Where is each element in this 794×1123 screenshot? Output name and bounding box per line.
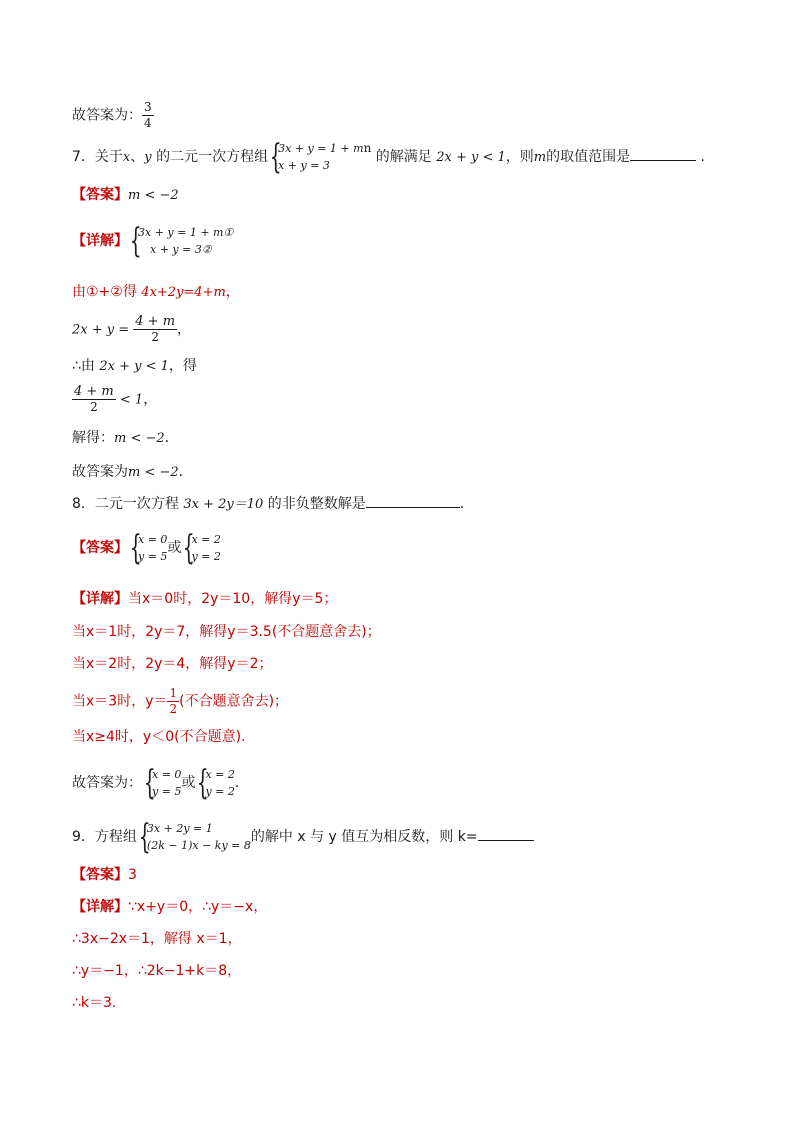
step-6 xyxy=(72,462,193,483)
equation: 2x + y = xyxy=(72,322,134,338)
answer-9 xyxy=(72,865,137,885)
numerator: 1 xyxy=(169,686,178,700)
detail-7 xyxy=(72,221,234,261)
equation-row: (2k − 1)x − ky = 8 xyxy=(146,839,251,852)
equation-row: x + y = 3 xyxy=(278,159,330,172)
detail-tag: 【详解】 xyxy=(72,591,128,607)
text: 9．方程组 xyxy=(72,829,137,845)
answer-value: m < −2 xyxy=(128,188,179,203)
equation-row: y = 2 xyxy=(205,785,235,798)
equation-system xyxy=(137,817,251,857)
detail-8-line-2 xyxy=(72,622,381,642)
numerator: 4 + m xyxy=(74,384,114,399)
detail-8-line-3 xyxy=(72,654,272,674)
equation-system xyxy=(128,528,168,568)
detail-tag: 【详解】 xyxy=(72,233,128,249)
answer-8 xyxy=(72,528,221,568)
equation-row: x = 0 xyxy=(152,768,182,781)
equation-system xyxy=(128,221,234,261)
detail-8-line-4 xyxy=(72,686,288,717)
numerator: 3 xyxy=(144,100,152,114)
text: ，得 xyxy=(168,358,197,374)
text: 、 xyxy=(130,149,145,165)
text: ， xyxy=(225,284,240,300)
answer-tag: 【答案】 xyxy=(72,187,128,203)
fraction xyxy=(133,314,177,345)
answer-tag: 【答案】 xyxy=(72,540,128,556)
fraction xyxy=(72,384,116,415)
text: . xyxy=(700,149,705,165)
brace: { xyxy=(197,763,210,803)
text: n xyxy=(363,141,372,155)
equation-row: 3x + 2y = 1 xyxy=(146,822,213,835)
equation: 4x+2y=4+m xyxy=(141,285,226,300)
text: . xyxy=(234,775,240,791)
text: ∴3x−2x＝1，解得 x＝1， xyxy=(72,931,242,947)
text: 的解满足 xyxy=(375,149,432,165)
answer-line-q6 xyxy=(72,100,154,131)
detail-9-line-2 xyxy=(72,929,242,949)
text: ． xyxy=(178,464,193,480)
text: 故答案为： xyxy=(72,107,142,124)
question-9 xyxy=(72,817,534,857)
detail-9-line-4 xyxy=(72,993,116,1013)
answer-7 xyxy=(72,185,179,206)
equation-row: y = 5 xyxy=(152,785,182,798)
var-x: x xyxy=(122,150,131,165)
fraction xyxy=(167,686,179,717)
equation-system xyxy=(268,137,372,177)
text: ∴由 xyxy=(72,358,100,374)
detail-tag: 【详解】 xyxy=(72,899,128,915)
text: 8．二元一次方程 xyxy=(72,496,184,512)
equation-system xyxy=(181,528,221,568)
equation-system xyxy=(142,763,182,803)
equation-row: x = 0 xyxy=(138,533,168,546)
step-1 xyxy=(72,282,240,303)
inequality: < 1 xyxy=(115,392,144,408)
brace: { xyxy=(269,137,282,177)
text: 或 xyxy=(167,540,182,556)
text: 或 xyxy=(181,775,196,791)
var-m: m xyxy=(533,150,547,165)
equation-row: y = 2 xyxy=(191,550,221,563)
result: m < −2 xyxy=(128,465,179,480)
text: 当x≥4时，y＜0(不合题意). xyxy=(72,729,246,745)
text: 当x＝0时，2y＝10，解得y＝5； xyxy=(128,591,338,607)
step-2 xyxy=(72,314,191,345)
question-7 xyxy=(72,137,705,177)
numerator: 4 + m xyxy=(135,314,176,329)
text: ，则 xyxy=(505,149,534,165)
var-y: y xyxy=(144,150,152,165)
result: m < −2 xyxy=(114,431,165,446)
text: ∴k＝3. xyxy=(72,995,117,1011)
text: 由①+②得 xyxy=(72,284,142,300)
equation: 3x + 2y＝10 xyxy=(183,497,264,512)
question-8 xyxy=(72,494,474,515)
fraction xyxy=(142,100,154,131)
answer-blank[interactable] xyxy=(366,507,460,508)
text: ∵x+y＝0，∴y＝−x， xyxy=(128,899,268,915)
equation-row: x = 2 xyxy=(191,533,221,546)
text: 当x＝1时，2y＝7，解得y＝3.5(不合题意舍去)； xyxy=(72,624,381,640)
detail-9 xyxy=(72,897,267,917)
text: 当x＝2时，2y＝4，解得y＝2； xyxy=(72,656,273,672)
answer-tag: 【答案】 xyxy=(72,867,128,883)
denominator: 4 xyxy=(144,116,152,130)
detail-9-line-3 xyxy=(72,961,241,981)
text: 的二元一次方程组 xyxy=(156,149,269,165)
text: ， xyxy=(177,321,192,338)
brace: { xyxy=(183,528,196,568)
step-4 xyxy=(72,384,157,415)
equation-row: 3x + y = 1 + m① xyxy=(138,226,234,239)
denominator: 2 xyxy=(151,330,159,344)
brace: { xyxy=(138,817,151,857)
answer-blank[interactable] xyxy=(478,840,534,841)
text: 故答案为： xyxy=(72,775,142,791)
text: 的非负整数解是 xyxy=(263,496,366,512)
text: ． xyxy=(459,496,474,512)
step-5 xyxy=(72,428,179,449)
equation-row: 3x + y = 1 + m xyxy=(278,142,364,155)
detail-8 xyxy=(72,589,337,609)
equation-row: x = 2 xyxy=(205,768,235,781)
answer-value: 3 xyxy=(128,867,137,883)
text: 的取值范围是 xyxy=(546,149,631,165)
inequality: 2x + y < 1 xyxy=(436,150,506,165)
answer-line-q8 xyxy=(72,763,240,803)
equation-row: x + y = 3② xyxy=(150,243,212,256)
text: 的解中 x 与 y 值互为相反数，则 k= xyxy=(250,829,478,845)
text: 当x＝3时，y＝ xyxy=(72,693,168,710)
text: (不合题意舍去)； xyxy=(179,693,289,710)
answer-blank[interactable] xyxy=(630,160,696,161)
denominator: 2 xyxy=(90,400,98,414)
text: 7．关于 xyxy=(72,149,123,165)
detail-8-line-5 xyxy=(72,727,246,747)
equation-system xyxy=(195,763,235,803)
denominator: 2 xyxy=(169,702,178,716)
text: ． xyxy=(164,430,179,446)
text: 解得： xyxy=(72,430,114,446)
equation-row: y = 5 xyxy=(138,550,168,563)
inequality: 2x + y < 1 xyxy=(99,359,169,374)
step-3 xyxy=(72,356,197,377)
brace: { xyxy=(143,763,156,803)
text: ∴y＝−1，∴2k−1+k＝8， xyxy=(72,963,242,979)
brace: { xyxy=(129,221,142,261)
brace: { xyxy=(129,528,142,568)
text: ， xyxy=(143,391,158,408)
text: 故答案为 xyxy=(72,464,128,480)
